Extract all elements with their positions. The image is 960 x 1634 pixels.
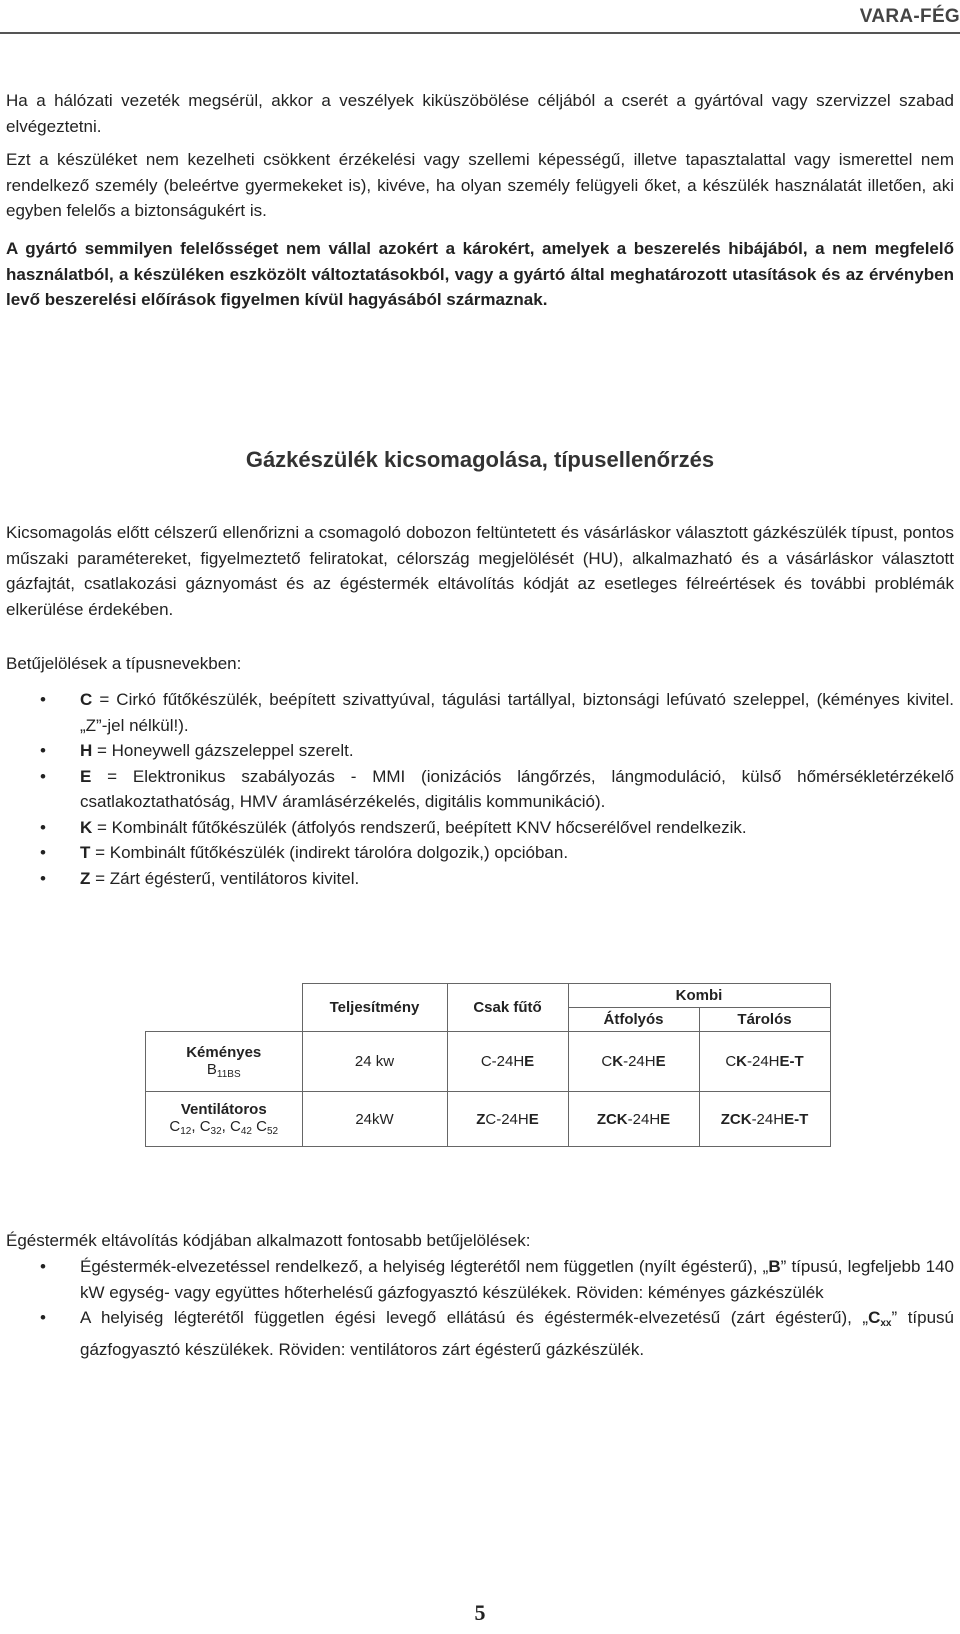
table-row bbox=[146, 1092, 831, 1147]
row-label-cell bbox=[146, 1092, 303, 1147]
header-rule bbox=[0, 32, 960, 34]
letter-desc: = Cirkó fűtőkészülék, beépített szivattyúval, tágulási tartállyal, biztonsági lefúvató szeleppel, (kéményes kivitel. „Z”-jel nélkül!). bbox=[80, 690, 954, 735]
heating-cell: C-24HE bbox=[447, 1032, 568, 1092]
col-header-storage: Tárolós bbox=[737, 1011, 792, 1028]
exhaust-code-list bbox=[6, 1254, 954, 1362]
paragraph-unpacking: Kicsomagolás előtt célszerű ellenőrizni a csomagoló dobozon feltüntetett és vásárláskor választott gázkészülék típust, pontos műszaki paramétereket, figyelmeztető feliratokat, célország megjelölését (HU), alkalmazható és a vásárláskor választott gázfajtát, csatlakozási gáznyomást és az égéstermék eltávolítás kódját az esetleges félreértések és további problémák elkerülése érdekében. bbox=[6, 523, 954, 619]
list-item bbox=[6, 815, 954, 841]
flow-cell: ZCK-24HE bbox=[568, 1092, 699, 1147]
list-item bbox=[6, 840, 954, 866]
row-label: Ventilátoros bbox=[180, 1101, 267, 1118]
paragraph-liability: A gyártó semmilyen felelősséget nem vállal azokért a károkért, amelyek a beszerelés hibájából, a nem megfelelő használatból, a készüléken eszközölt változtatásokból, vagy a gyártó által meghatározott utasítások és az érvényben levő beszerelési előírások figyelmen kívül hagyásából származnak. bbox=[6, 239, 954, 309]
table-row bbox=[146, 1032, 831, 1092]
letter-code: E bbox=[80, 766, 92, 786]
letter-desc: = Zárt égésterű, ventilátoros kivitel. bbox=[90, 868, 360, 888]
page-header bbox=[0, 0, 960, 34]
model-code-table bbox=[145, 983, 831, 1147]
section-heading: Gázkészülék kicsomagolása, típusellenőrzés bbox=[245, 447, 715, 472]
paragraph-user-capability: Ezt a készüléket nem kezelheti csökkent érzékelési vagy szellemi képességű, illetve tapasztalattal vagy ismerettel nem rendelkező személy (beleértve gyermekeket is), kivéve, ha olyan személy felügyeli őket, a készülék használatát illetően, aki egyben felelős a biztonságukért is. bbox=[6, 150, 954, 220]
bullet-icon: • bbox=[40, 868, 46, 888]
power-cell: 24kW bbox=[302, 1092, 447, 1147]
bullet-icon: • bbox=[40, 817, 46, 837]
letter-desc: = Kombinált fűtőkészülék (indirekt tárolóra dolgozik,) opcióban. bbox=[90, 843, 569, 862]
list-item bbox=[6, 866, 954, 892]
heating-cell: ZC-24HE bbox=[447, 1092, 568, 1147]
bullet-icon: • bbox=[40, 690, 46, 709]
col-header-kombi: Kombi bbox=[675, 987, 723, 1004]
col-header-flow: Átfolyós bbox=[603, 1011, 664, 1028]
letter-desc: = Elektronikus szabályozás - MMI (ionizációs lángőrzés, lángmoduláció, külső hőmérsékletérzékelő csatlakoztathatóság, HMV áramlásérzékelés, digitális kommunikáció). bbox=[80, 766, 954, 811]
letter-desc: = Honeywell gázszeleppel szerelt. bbox=[92, 741, 354, 760]
list-item bbox=[6, 764, 954, 815]
page-number: 5 bbox=[474, 1600, 486, 1625]
storage-cell: CK-24HE-T bbox=[699, 1032, 830, 1092]
row-code: $C_{12}$, $C_{32}$, $C_{42}$ $C_{52}$ bbox=[169, 1118, 279, 1137]
list-item: • Égéstermék-elvezetéssel rendelkező, a helyiség légterétől nem független (nyílt égésterű), „B” típusú, legfeljebb 140 kW egység- vagy együttes hőterhelésű gázfogyasztó készülékek. Röviden: kéményes gázkészülék bbox=[6, 1254, 954, 1305]
paragraph-exhaust-intro: Égéstermék eltávolítás kódjában alkalmazott fontosabb betűjelölések: bbox=[6, 1231, 531, 1250]
type-letter-list bbox=[6, 687, 954, 891]
list-item bbox=[6, 687, 954, 738]
letter-code: H bbox=[80, 741, 93, 760]
letter-desc: = Kombinált fűtőkészülék (átfolyós rendszerű, beépített KNV hőcserélővel rendelkezik. bbox=[92, 817, 747, 837]
letter-code: T bbox=[80, 843, 91, 862]
letter-code: Z bbox=[80, 868, 91, 888]
row-label: Kéményes bbox=[186, 1043, 262, 1061]
letter-code: C bbox=[80, 690, 93, 709]
letter-code: K bbox=[80, 817, 93, 837]
bullet-icon: • bbox=[40, 1308, 46, 1327]
header-title: VARA-FÉG bbox=[859, 6, 960, 27]
row-code: $B_{11BS}$ bbox=[206, 1060, 241, 1080]
power-cell: 24 kw bbox=[302, 1032, 447, 1092]
col-header-power: Teljesítmény bbox=[329, 999, 420, 1016]
list-item: • A helyiség légterétől független égési levegő ellátású és égéstermék-elvezetésű (zárt égésterű), $„C_{xx}$” típusú gázfogyasztó készülékek. Röviden: ventilátoros zárt égésterű gázkészülék. bbox=[6, 1305, 954, 1362]
flow-cell: CK-24HE bbox=[568, 1032, 699, 1092]
col-header-heating: Csak fűtő bbox=[473, 999, 542, 1016]
list-item bbox=[6, 738, 954, 764]
bullet-icon: • bbox=[40, 741, 46, 760]
bullet-icon: • bbox=[40, 843, 46, 862]
storage-cell: ZCK-24HE-T bbox=[699, 1092, 830, 1147]
bullet-icon: • bbox=[40, 1257, 46, 1276]
paragraph-power-cable: Ha a hálózati vezeték megsérül, akkor a veszélyek kiküszöbölése céljából a cserét a gyártóval vagy szervizzel szabad elvégeztetni. bbox=[6, 91, 954, 136]
paragraph-letter-codes-intro: Betűjelölések a típusnevekben: bbox=[6, 654, 242, 673]
row-label-cell bbox=[146, 1032, 303, 1092]
table-corner bbox=[146, 984, 303, 1032]
bullet-icon: • bbox=[40, 766, 46, 786]
